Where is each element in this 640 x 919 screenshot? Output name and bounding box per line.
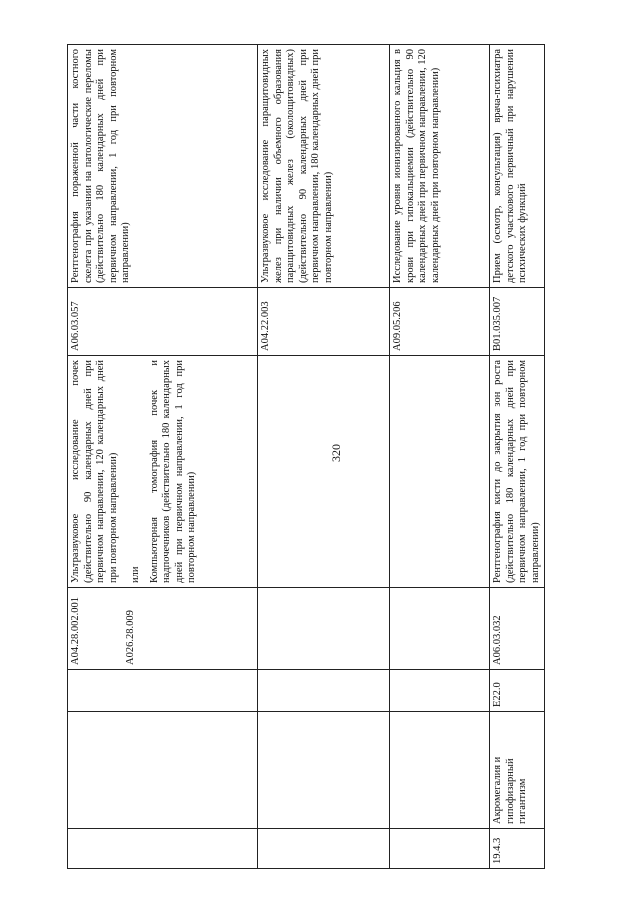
extra-description-cell: Исследование уровня ионизированного кальция в крови при гипокальциемии (действительно 90 календарных дней при первичном направлении, 120 календарных дней при повторном направлении) — [390, 45, 490, 288]
service-code-spacer — [83, 592, 125, 665]
service-code-cell: A06.03.032 — [490, 588, 545, 670]
row-number-cell — [258, 829, 390, 869]
service-description: Компьютерная томография почек и надпочечников (действительно 180 календарных дней при первичном направлении, 1 год при повторном направлении) — [148, 360, 197, 583]
row-number-cell — [68, 829, 258, 869]
service-code-cell — [68, 588, 258, 670]
service-description: Ультразвуковое исследование почек (действительно 90 календарных дней при первичном направлении, 120 календарных дней при повторном направлении) — [70, 360, 119, 583]
referral-table — [67, 44, 545, 869]
disease-name-cell — [68, 712, 258, 829]
table-row — [258, 45, 390, 869]
extra-description-cell: Ультразвуковое исследование паращитовидных желез при наличии объемного образования паращитовидных желез (околощитовидных) (действительно 90 календарных дней при первичном направлении, 180 календарных дней при повторном направлении) — [258, 45, 390, 288]
service-code-cell — [258, 588, 390, 670]
mkb-code-cell — [258, 670, 390, 712]
service-description-cell — [68, 356, 258, 588]
mkb-code-cell — [390, 670, 490, 712]
table-row — [68, 45, 258, 869]
extra-description-cell: Рентгенография пораженной части костного скелета при указании на патологические переломы (действительно 180 календарных дней при первичном направлении, 1 год при повторном направлении) — [68, 45, 258, 288]
extra-code-cell: A09.05.206 — [390, 288, 490, 356]
disease-name-cell: Акромегалия и гипофизарный гигантизм — [490, 712, 545, 829]
disease-name-cell — [258, 712, 390, 829]
table-row — [390, 45, 490, 869]
extra-code-cell: A06.03.057 — [68, 288, 258, 356]
alternative-or-label: или — [130, 566, 141, 583]
service-description-cell: Рентгенография кисти до закрытия зон роста (действительно 180 календарных дней при первичном направлении, 1 год при повторном направлении) — [490, 356, 545, 588]
service-description-cell — [258, 356, 390, 588]
disease-name-cell — [390, 712, 490, 829]
rotated-table-frame — [67, 45, 541, 869]
mkb-code-cell — [68, 670, 258, 712]
mkb-code-cell: E22.0 — [490, 670, 545, 712]
page-number: 320 — [329, 444, 343, 462]
rotated-table-wrapper — [67, 45, 541, 869]
service-code-cell — [390, 588, 490, 670]
row-number-cell — [390, 829, 490, 869]
extra-code-cell: A04.22.003 — [258, 288, 390, 356]
row-number-cell: 19.4.3 — [490, 829, 545, 869]
service-description-cell — [390, 356, 490, 588]
extra-description-cell: Прием (осмотр, консультация) врача-психиатра детского участкового первичный при нарушении психических функций — [490, 45, 545, 288]
service-code: A026.28.009 — [124, 610, 136, 665]
table-row — [490, 45, 545, 869]
extra-code-cell: B01.035.007 — [490, 288, 545, 356]
service-code: A04.28.002.001 — [70, 597, 81, 665]
